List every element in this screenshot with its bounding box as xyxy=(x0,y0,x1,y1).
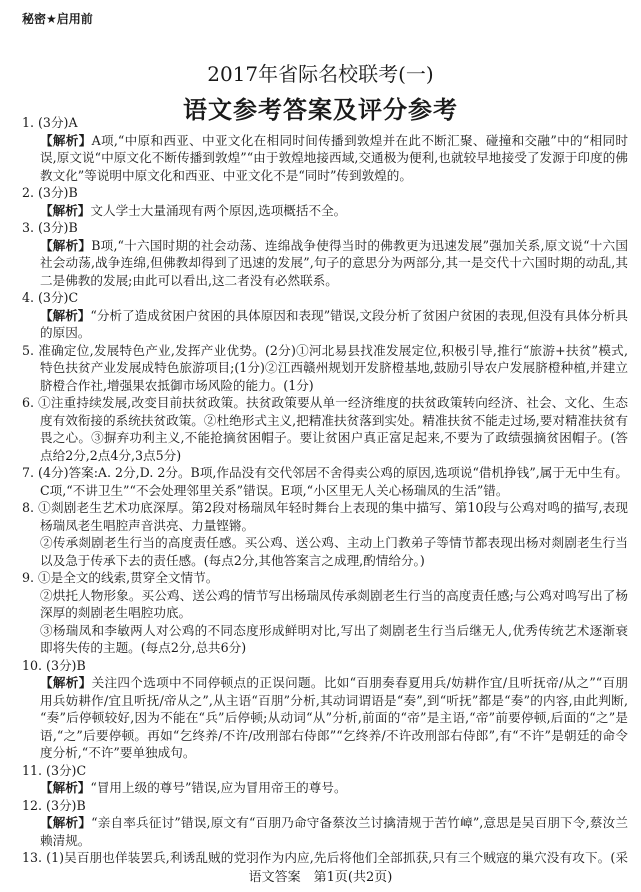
text-line: 用兵妨耕作/宜且听抚/帝从之”,从主语“百朋”分析,其动词谓语是“奏”,到“听抚”都是“奏”的内容,由此判断, xyxy=(40,692,628,708)
analysis-line: 【解析】A项,“中原和西亚、中亚文化在相同时间传播到敦煌并在此不断汇聚、碰撞和交融”中的“相同时 xyxy=(40,132,628,148)
document-title: 2017年省际名校联考(一) xyxy=(207,62,434,86)
text-line: 特色扶贫产业发展成特色旅游项目;(1分)②江西赣州规划开发脐橙基地,鼓励引导农户发展脐橙种植,并建立 xyxy=(40,360,628,375)
text-line: 度分析,“不许”要单独成句。 xyxy=(40,745,196,760)
analysis-label: 【解析】 xyxy=(40,815,92,830)
text-line: 脐橙合作社,增强果农抵御市场风险的能力。(1分) xyxy=(40,377,314,393)
text-line: 赖清规。 xyxy=(40,832,91,848)
analysis-label: 【解析】 xyxy=(40,132,92,148)
analysis-label: 【解析】 xyxy=(40,237,92,253)
analysis-label: 【解析】 xyxy=(40,202,91,218)
analysis-label: 【解析】 xyxy=(40,675,92,690)
answer-line: 4. (3分)C xyxy=(22,290,79,305)
analysis-line: 【解析】关注四个选项中不同停顿点的正误问题。比如“百朋奏春夏用兵/妨耕作宜/且听抚帝/从之”“百朋 xyxy=(40,675,628,690)
text-line: 畏之心。③摒弃功利主义,不能抢摘贫困帽子。要让贫困户真正富足起来,不要为了政绩强摘贫困帽子。(答 xyxy=(40,430,628,445)
analysis-label: 【解析】 xyxy=(40,307,91,323)
answer-line: 6. ①注重持续发展,改变目前扶贫政策。扶贫政策要从单一经济维度的扶贫政策转向经济、社会、文化、生态 xyxy=(22,395,628,410)
text-line: 以及急于传承下去的责任感。(每点2分,其他答案言之成理,酌情给分。) xyxy=(40,552,425,568)
text-line: 即将失传的主题。(每点2分,总共6分) xyxy=(40,640,247,655)
text-line: 深厚的剡剧老生唱腔功底。 xyxy=(40,605,192,620)
answer-line: 9. ①是全文的线索,贯穿全文情节。 xyxy=(22,570,219,585)
analysis-label: 【解析】 xyxy=(40,780,91,795)
analysis-line: 【解析】“冒用上级的尊号”错误,应为冒用帝王的尊号。 xyxy=(40,780,347,795)
text-line: ②烘托人物形象。买公鸡、送公鸡的情节写出杨瑞凤传承剡剧老生行当的高度责任感;与公鸡对鸣写出了杨 xyxy=(40,587,628,603)
answer-line: 5. 准确定位,发展特色产业,发挥产业优势。(2分)①河北易县找准发展定位,积极引导,推行“旅游+扶贫”模式, xyxy=(22,342,628,358)
text-line: 点给2分,2点4分,3点5分) xyxy=(40,447,182,463)
document-subtitle: 语文参考答案及评分参考 xyxy=(183,96,458,124)
answer-line: 11. (3分)C xyxy=(22,762,87,778)
answer-line: 8. ①剡剧老生艺术功底深厚。第2段对杨瑞凤年轻时舞台上表现的集中描写、第10段与公鸡对鸣的描写,表现 xyxy=(22,500,628,515)
answer-line: 10. (3分)B xyxy=(22,657,86,673)
text-line: 误,原文说“中原文化不断传播到敦煌”“由于敦煌地接西域,交通极为便利,也就较早地接受了发源于印度的佛 xyxy=(40,150,628,165)
text-line: C项,“不讲卫生”“不会处理邻里关系”错误。E项,“小区里无人关心杨瑞凤的生活”错。 xyxy=(40,482,509,498)
answer-line: 1. (3分)A xyxy=(22,115,78,130)
text-line: 度有效衔接的系统扶贫政策。②杜绝形式主义,把精准扶贫落到实处。精准扶贫不能走过场,要对精准扶贫有 xyxy=(40,412,628,428)
answer-body xyxy=(22,114,628,867)
text-line: 教文化”等说明中原文化和西亚、中亚文化不是“同时”传到敦煌的。 xyxy=(40,167,412,183)
text-line: 社会动荡,战争连绵,但佛教却得到了迅速的发展”,句子的意思分为两部分,其一是交代十六国时期的动乱,其 xyxy=(40,255,628,270)
analysis-line: 【解析】文人学士大量涌现有两个原因,选项概括不全。 xyxy=(40,202,347,218)
text-line: ②传承剡剧老生行当的高度责任感。买公鸡、送公鸡、主动上门教弟子等情节都表现出杨对剡剧老生行当 xyxy=(40,535,628,550)
text-line: 杨瑞凤老生唱腔声音洪亮、力量铿锵。 xyxy=(40,517,255,533)
answer-line: 7. (4分)答案:A. 2分,D. 2分。B项,作品没有交代邻居不舍得卖公鸡的原因,选项说“借机挣钱”,属于无中生有。 xyxy=(22,465,628,480)
analysis-line: 【解析】“分析了造成贫困户贫困的具体原因和表现”错误,文段分析了贫困户贫困的表现,但没有具体分析具 xyxy=(40,307,628,323)
answer-line: 3. (3分)B xyxy=(22,220,78,235)
analysis-line: 【解析】“亲自率兵征讨”错误,原文有“百朋乃命守备蔡汝兰讨擒清规于苦竹嶂”,意思是吴百朋下令,蔡汝兰 xyxy=(40,815,628,830)
text-line: “奏”后停顿较好,因为不能在“兵”后停顿;从动词“从”分析,前面的“帝”是主语,“帝”前要停顿,后面的“之”是 xyxy=(40,710,628,725)
answer-line: 2. (3分)B xyxy=(22,185,78,200)
answer-line: 12. (3分)B xyxy=(22,797,86,813)
page-footer: 语文答案 第1页(共2页) xyxy=(248,870,393,885)
text-line: 语,“之”后要停顿。再如“乞终养/不许/改刑部右侍郎”“乞终养/不许改刑部右侍郎”,有“不许”是朝廷的命令 xyxy=(40,727,628,743)
text-line: ③杨瑞凤和李敏两人对公鸡的不同态度形成鲜明对比,写出了剡剧老生行当后继无人,优秀传统艺术逐渐衰 xyxy=(40,622,628,638)
text-line: 的原因。 xyxy=(40,325,91,340)
answer-line: 13. (1)吴百朋也佯装罢兵,利诱乱贼的党羽作为内应,先后将他们全部抓获,只有三个贼寇的巢穴没有攻下。(采 xyxy=(22,850,628,865)
analysis-line: 【解析】B项,“十六国时期的社会动荡、连绵战争使得当时的佛教更为迅速发展”强加关系,原文说“十六国 xyxy=(40,237,628,253)
confidential-mark: 秘密★启用前 xyxy=(22,12,93,26)
text-line: 二是佛教的发展;由此可以看出,这二者没有必然联系。 xyxy=(40,272,338,288)
